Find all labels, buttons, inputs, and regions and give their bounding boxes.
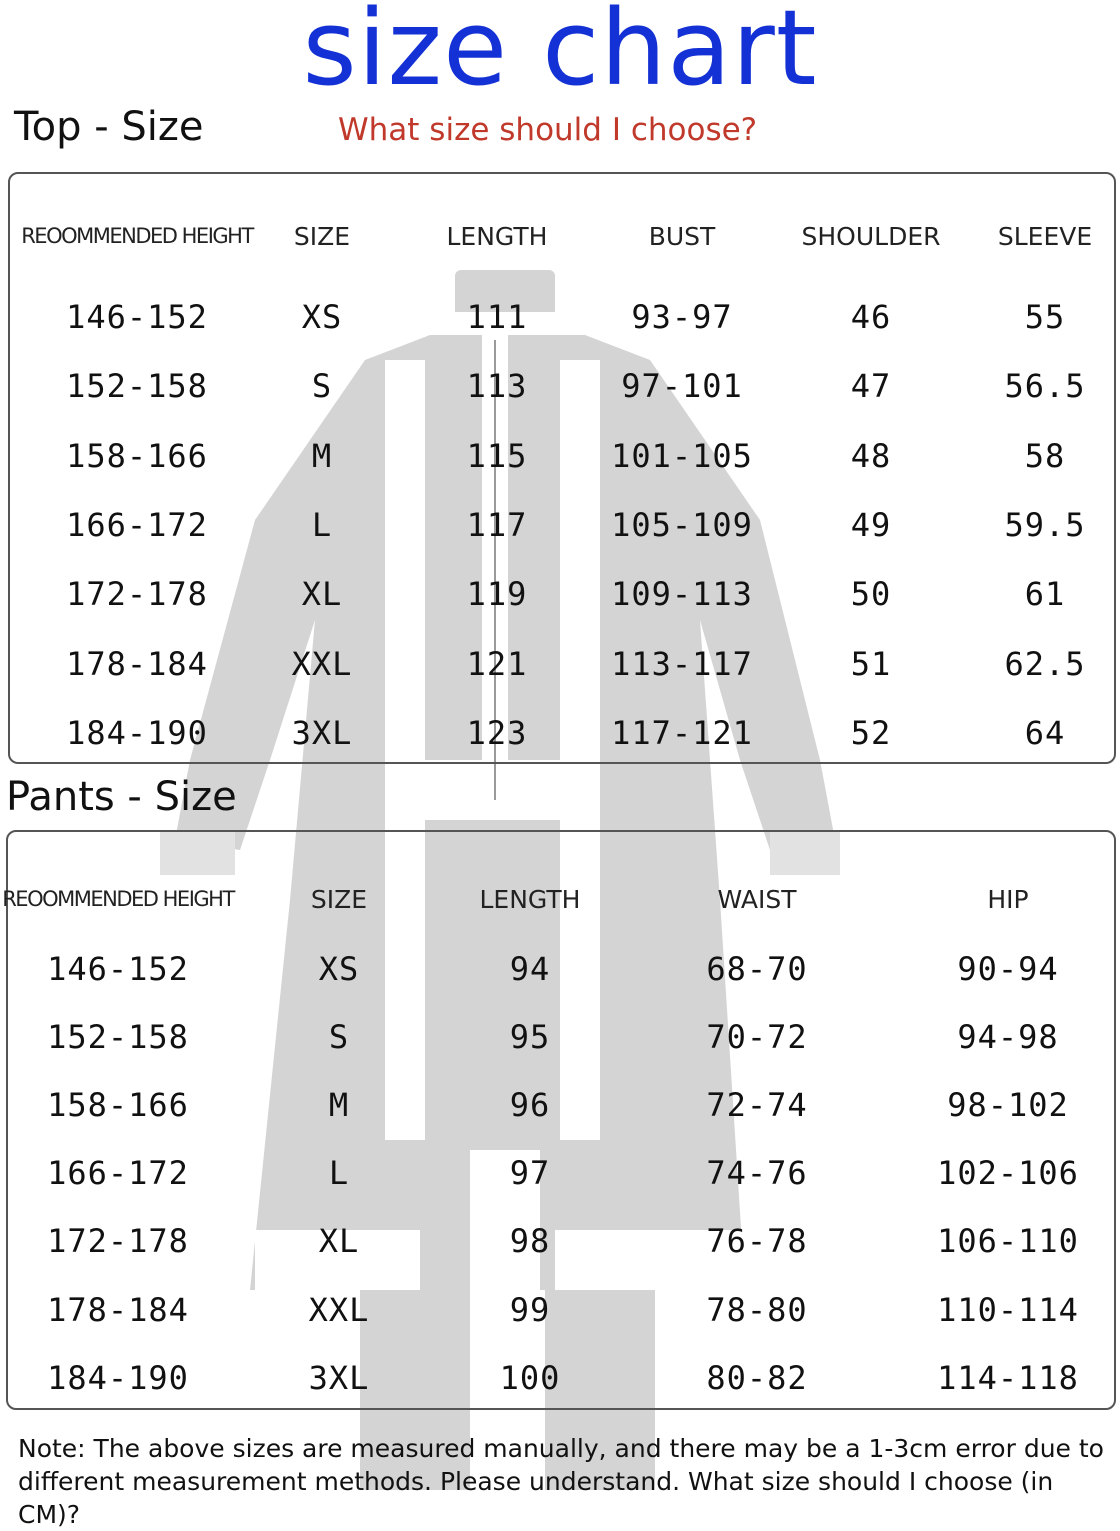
top-cell-r5-c3: 113-117	[611, 645, 753, 683]
pants-cell-r0-c0: 146-152	[47, 950, 189, 988]
top-cell-r5-c4: 51	[850, 645, 892, 683]
pants-cell-r1-c4: 94-98	[957, 1018, 1059, 1056]
top-header-0: REOOMMENDED HEIGHT	[21, 224, 253, 248]
top-cell-r4-c4: 50	[850, 575, 892, 613]
top-cell-r3-c0: 166-172	[66, 506, 208, 544]
page-title: size chart	[302, 0, 818, 109]
top-cell-r4-c2: 119	[466, 575, 528, 613]
pants-size-heading: Pants - Size	[6, 774, 237, 820]
top-cell-r0-c2: 111	[466, 298, 528, 336]
top-cell-r1-c1: S	[311, 367, 333, 405]
top-cell-r6-c0: 184-190	[66, 714, 208, 752]
top-cell-r4-c5: 61	[1024, 575, 1066, 613]
pants-cell-r5-c2: 99	[509, 1291, 551, 1329]
top-size-heading: Top - Size	[14, 104, 204, 150]
pants-cell-r3-c1: L	[328, 1154, 350, 1192]
top-cell-r0-c0: 146-152	[66, 298, 208, 336]
top-cell-r5-c1: XXL	[291, 645, 353, 683]
pants-cell-r0-c4: 90-94	[957, 950, 1059, 988]
top-cell-r5-c0: 178-184	[66, 645, 208, 683]
pants-cell-r3-c2: 97	[509, 1154, 551, 1192]
pants-cell-r2-c3: 72-74	[706, 1086, 808, 1124]
pants-cell-r3-c3: 74-76	[706, 1154, 808, 1192]
top-cell-r5-c2: 121	[466, 645, 528, 683]
top-cell-r3-c1: L	[311, 506, 333, 544]
pants-cell-r4-c0: 172-178	[47, 1222, 189, 1260]
pants-cell-r6-c4: 114-118	[937, 1359, 1079, 1397]
pants-cell-r4-c4: 106-110	[937, 1222, 1079, 1260]
pants-cell-r5-c0: 178-184	[47, 1291, 189, 1329]
top-cell-r1-c5: 56.5	[1004, 367, 1086, 405]
pants-cell-r2-c2: 96	[509, 1086, 551, 1124]
top-cell-r1-c2: 113	[466, 367, 528, 405]
top-header-4: SHOULDER	[801, 222, 941, 251]
pants-cell-r2-c1: M	[328, 1086, 350, 1124]
top-cell-r6-c2: 123	[466, 714, 528, 752]
top-header-1: SIZE	[293, 222, 351, 251]
pants-cell-r6-c2: 100	[499, 1359, 561, 1397]
top-cell-r6-c3: 117-121	[611, 714, 753, 752]
pants-cell-r0-c2: 94	[509, 950, 551, 988]
pants-cell-r4-c1: XL	[318, 1222, 360, 1260]
pants-header-3: WAIST	[717, 885, 797, 914]
pants-header-2: LENGTH	[479, 885, 581, 914]
top-header-5: SLEEVE	[997, 222, 1093, 251]
pants-cell-r4-c2: 98	[509, 1222, 551, 1260]
top-cell-r6-c5: 64	[1024, 714, 1066, 752]
top-cell-r1-c0: 152-158	[66, 367, 208, 405]
top-cell-r0-c1: XS	[301, 298, 343, 336]
top-cell-r6-c1: 3XL	[291, 714, 353, 752]
pants-cell-r3-c0: 166-172	[47, 1154, 189, 1192]
pants-cell-r2-c0: 158-166	[47, 1086, 189, 1124]
top-cell-r1-c4: 47	[850, 367, 892, 405]
top-cell-r5-c5: 62.5	[1004, 645, 1086, 683]
top-cell-r0-c5: 55	[1024, 298, 1066, 336]
top-cell-r1-c3: 97-101	[621, 367, 743, 405]
pants-cell-r1-c3: 70-72	[706, 1018, 808, 1056]
pants-header-4: HIP	[987, 885, 1029, 914]
top-cell-r2-c3: 101-105	[611, 437, 753, 475]
pants-cell-r5-c4: 110-114	[937, 1291, 1079, 1329]
top-cell-r4-c0: 172-178	[66, 575, 208, 613]
top-cell-r2-c2: 115	[466, 437, 528, 475]
top-cell-r2-c1: M	[311, 437, 333, 475]
top-cell-r0-c4: 46	[850, 298, 892, 336]
pants-cell-r6-c3: 80-82	[706, 1359, 808, 1397]
pants-cell-r1-c1: S	[328, 1018, 350, 1056]
pants-cell-r4-c3: 76-78	[706, 1222, 808, 1260]
size-question-subtitle: What size should I choose?	[338, 112, 758, 148]
top-cell-r2-c4: 48	[850, 437, 892, 475]
top-cell-r2-c0: 158-166	[66, 437, 208, 475]
pants-cell-r1-c2: 95	[509, 1018, 551, 1056]
pants-cell-r6-c0: 184-190	[47, 1359, 189, 1397]
top-header-3: BUST	[648, 222, 716, 251]
pants-cell-r0-c1: XS	[318, 950, 360, 988]
top-cell-r4-c1: XL	[301, 575, 343, 613]
pants-cell-r5-c1: XXL	[308, 1291, 370, 1329]
top-cell-r3-c4: 49	[850, 506, 892, 544]
top-cell-r3-c2: 117	[466, 506, 528, 544]
top-header-2: LENGTH	[446, 222, 548, 251]
top-cell-r0-c3: 93-97	[631, 298, 733, 336]
pants-cell-r6-c1: 3XL	[308, 1359, 370, 1397]
pants-header-0: REOOMMENDED HEIGHT	[2, 887, 234, 911]
measurement-note: Note: The above sizes are measured manually, and there may be a 1-3cm error due to different measurement methods. Please understand. What size should I choose (in CM)?	[18, 1434, 1104, 1529]
pants-cell-r2-c4: 98-102	[947, 1086, 1069, 1124]
pants-header-1: SIZE	[310, 885, 368, 914]
pants-cell-r1-c0: 152-158	[47, 1018, 189, 1056]
top-cell-r6-c4: 52	[850, 714, 892, 752]
pants-cell-r0-c3: 68-70	[706, 950, 808, 988]
top-cell-r2-c5: 58	[1024, 437, 1066, 475]
top-cell-r3-c5: 59.5	[1004, 506, 1086, 544]
top-cell-r3-c3: 105-109	[611, 506, 753, 544]
top-cell-r4-c3: 109-113	[611, 575, 753, 613]
pants-cell-r3-c4: 102-106	[937, 1154, 1079, 1192]
pants-cell-r5-c3: 78-80	[706, 1291, 808, 1329]
